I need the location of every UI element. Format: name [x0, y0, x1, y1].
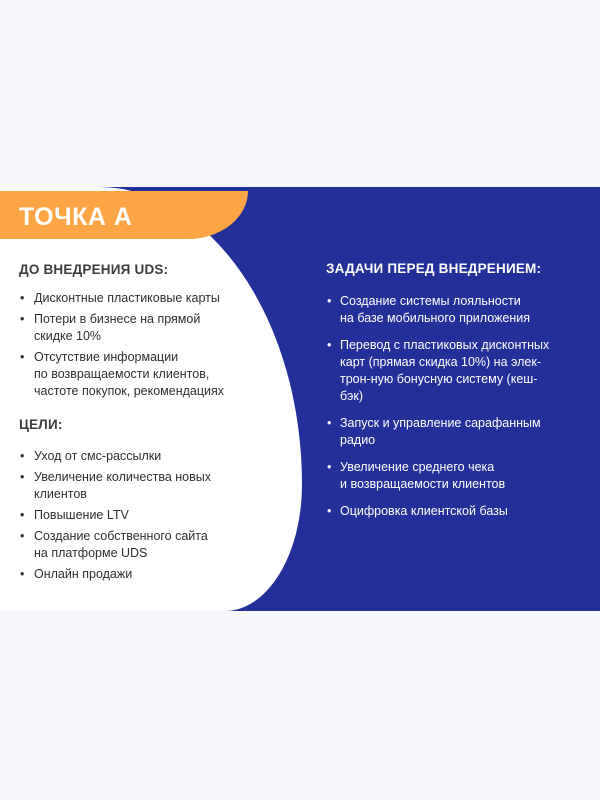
tasks-item-4: • Увеличение среднего чека и возвращаемости клиентов [326, 459, 581, 493]
tasks-item-3: • Запуск и управление сарафанным радио [326, 415, 581, 449]
tasks-item-1: • Создание системы лояльности на базе мобильного приложения [326, 293, 581, 327]
before-item-2: • Потери в бизнесе на прямой скидке 10% [19, 311, 289, 345]
before-title: ДО ВНЕДРЕНИЯ UDS: [19, 262, 169, 277]
tasks-item-2: • Перевод с пластиковых дисконтных карт (прямая скидка 10%) на элек- трон-ную бонусную систему (кеш- бэк) [326, 337, 581, 405]
slide [0, 187, 600, 611]
before-item-3: • Отсутствие информации по возвращаемости клиентов, частоте покупок, рекомендациях [19, 349, 289, 400]
goals-item-2: • Увеличение количества новых клиентов [19, 469, 289, 503]
goals-title: ЦЕЛИ: [19, 417, 63, 432]
goals-list [19, 448, 289, 583]
goals-item-4: • Создание собственного сайта на платформе UDS [19, 528, 289, 562]
tasks-item-5: • Оцифровка клиентской базы [326, 503, 581, 520]
goals-item-5: • Онлайн продажи [19, 566, 289, 583]
before-list [19, 290, 289, 400]
tasks-list [326, 293, 581, 520]
badge-title: ТОЧКА А [19, 203, 133, 231]
goals-item-1: • Уход от смс-рассылки [19, 448, 289, 465]
tasks-title: ЗАДАЧИ ПЕРЕД ВНЕДРЕНИЕМ: [326, 261, 542, 276]
title-badge [0, 191, 248, 239]
left-panel [0, 187, 302, 611]
before-item-1: • Дисконтные пластиковые карты [19, 290, 289, 307]
goals-item-3: • Повышение LTV [19, 507, 289, 524]
